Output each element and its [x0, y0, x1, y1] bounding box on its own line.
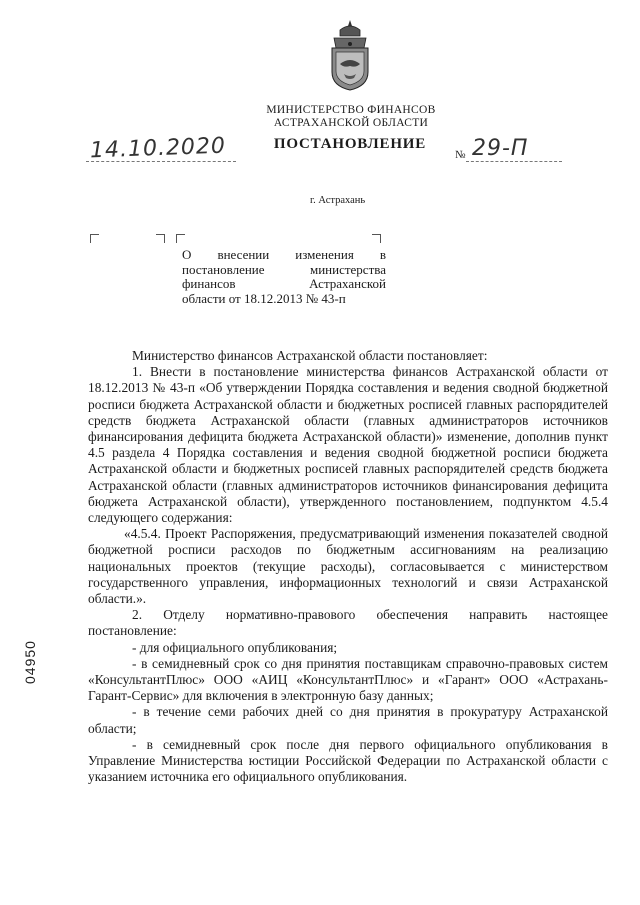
- number-underline: [466, 161, 562, 162]
- city: г. Астрахань: [310, 195, 366, 206]
- list-item: - в течение семи рабочих дней со дня принятия в прокуратуру Астраханской области;: [88, 704, 608, 736]
- list-item: - для официального опубликования;: [132, 639, 338, 655]
- number-sign: №: [455, 149, 466, 161]
- corner-mark: [90, 234, 99, 243]
- paragraph-1: 1. Внести в постановление министерства финансов Астраханской области от 18.12.2013 № 43-п «Об утверждении Порядка составления и ведения сводной бюджетной росписи бюджета Астраханской области и бюджетных росписей главных распорядителей средств бюджета Астраханской области (главных администраторов источников финансирования дефицита бюджета Астраханской области)» изменение, дополнив пункт 4.5 раздела 4 Порядка составления и ведения сводной бюджетной росписи бюджета Астраханской области и бюджетных росписей главных распорядителей средств бюджета Астраханской области (главных администраторов источников финансирования дефицита бюджета Астраханской области), утвержденного постановлением, подпунктом 4.5.4 следующего содержания:: [88, 364, 608, 526]
- document-body: [88, 348, 608, 785]
- corner-mark: [176, 234, 185, 243]
- registration-stamp: 04950: [22, 640, 38, 684]
- document-date: 14.10.2020: [89, 133, 227, 164]
- list-item: - в семидневный срок со дня принятия поставщикам справочно-правовых систем «КонсультантПлюс» ООО «АИЦ «КонсультантПлюс» и «Гарант» ООО «Астрахань-Гарант-Сервис» для включения в электронную базу данных;: [88, 655, 608, 704]
- preamble: Министерство финансов Астраханской области постановляет:: [132, 348, 488, 363]
- subject-line: постановление министерства: [182, 261, 386, 277]
- quoted-subpoint: «4.5.4. Проект Распоряжения, предусматривающий изменения показателей сводной бюджетной росписи расходов по бюджетным ассигнованиям на реализацию национальных проектов (текущие расходы), согласовывается с министерством государственного управления, информационных технологий и связи Астраханской области.».: [88, 526, 608, 607]
- subject-line: О внесении изменения в: [182, 247, 386, 262]
- document-subject: [182, 248, 386, 306]
- subject-line: финансов Астраханской: [182, 276, 386, 291]
- ministry-name-line2: АСТРАХАНСКОЙ ОБЛАСТИ: [273, 117, 429, 129]
- subject-line: области от 18.12.2013 № 43-п: [182, 290, 346, 306]
- corner-mark: [372, 234, 381, 243]
- ministry-name-line1: МИНИСТЕРСТВО ФИНАНСОВ: [266, 104, 436, 116]
- list-item: - в семидневный срок после дня первого официального опубликования в Управление Министерства юстиции Российской Федерации по Астраханской области с указанием источника его официального опубликования.: [88, 736, 608, 785]
- document-number: 29-П: [472, 136, 529, 161]
- corner-mark: [156, 234, 165, 243]
- ministry-name: [240, 104, 462, 130]
- coat-of-arms-icon: [326, 18, 374, 92]
- paragraph-2: 2. Отделу нормативно-правового обеспечения направить настоящее постановление:: [88, 607, 608, 639]
- document-type: ПОСТАНОВЛЕНИЕ: [273, 136, 427, 152]
- date-underline: [86, 161, 236, 162]
